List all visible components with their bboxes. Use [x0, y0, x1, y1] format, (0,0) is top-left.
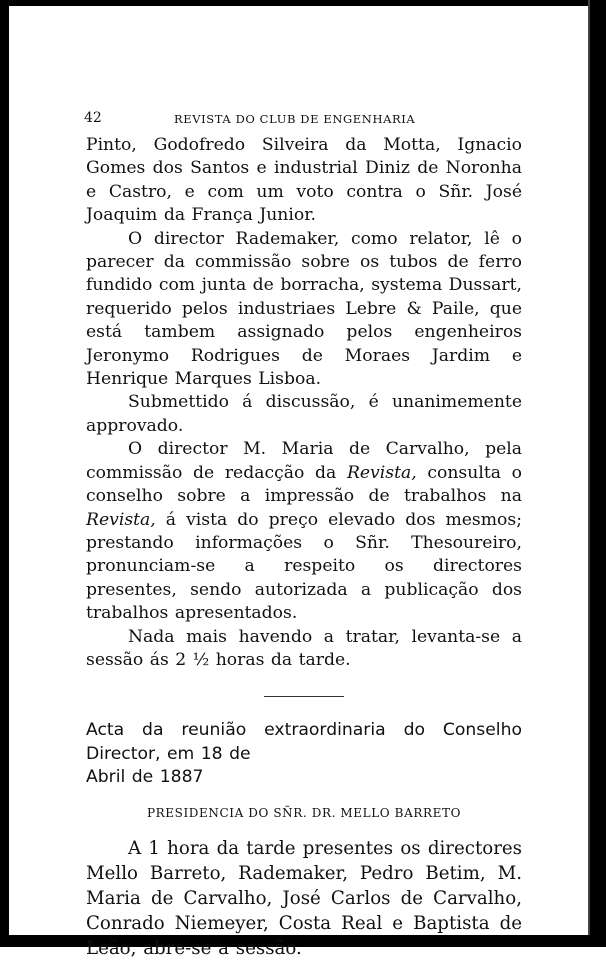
paragraph-discussion: Submettido á discussão, é unanimemente approvado. [86, 392, 522, 436]
section-divider [264, 696, 344, 697]
scan-border-right [590, 0, 606, 947]
acta-title [86, 719, 522, 789]
scan-border-top [0, 0, 606, 6]
acta-title-line-1: Acta da reunião extraordinaria do Conselho Director, em 18 de [86, 720, 522, 764]
text-segment: consulta o conselho sobre a impressão de trabalhos na [86, 462, 522, 507]
page-header [84, 110, 522, 130]
paragraph-revista-printing [86, 438, 522, 625]
text-segment: á vista do preço elevado dos mesmos; prestando informações o Sñr. Thesoureiro, pronunciam-se a respeito os directores presentes, sendo autorizada a publicação dos trabalhos apresentados. [86, 509, 522, 624]
italic-revista: Revista, [86, 509, 156, 530]
scan-border-left [0, 0, 9, 947]
page-body [86, 134, 522, 961]
italic-revista: Revista, [346, 462, 417, 483]
paragraph-closing: Nada mais havendo a tratar, levanta-se a sessão ás 2 ½ horas da tarde. [86, 626, 522, 670]
presidencia-heading: PRESIDENCIA DO SÑR. DR. MELLO BARRETO [146, 805, 462, 820]
paragraph-continuation: Pinto, Godofredo Silveira da Motta, Ignacio Gomes dos Santos e industrial Diniz de Noronha e Castro, e com um voto contra o Sñr. José Joaquim da França Junior. [86, 135, 522, 226]
acta-opening-paragraph: A 1 hora da tarde presentes os directores Mello Barreto, Rademaker, Pedro Betim, M. Maria de Carvalho, José Carlos de Carvalho, Conrado Niemeyer, Costa Real e Baptista de Leão, abre-se a sessão. [86, 837, 522, 959]
paragraph-rademaker-report: O director Rademaker, como relator, lê o parecer da commissão sobre os tubos de ferro fundido com junta de borracha, systema Dussart, requerido pelos industriaes Lebre & Paile, que está tambem assignado pelos engenheiros Jeronymo Rodrigues de Moraes Jardim e Henrique Marques Lisboa. [86, 228, 522, 390]
page-number: 42 [84, 110, 102, 126]
running-head: REVISTA DO CLUB DE ENGENHARIA [174, 112, 416, 126]
text-segment: O director M. Maria de Carvalho, pela commissão de redacção da [86, 439, 522, 483]
acta-title-line-2: Abril de 1887 [86, 767, 204, 788]
